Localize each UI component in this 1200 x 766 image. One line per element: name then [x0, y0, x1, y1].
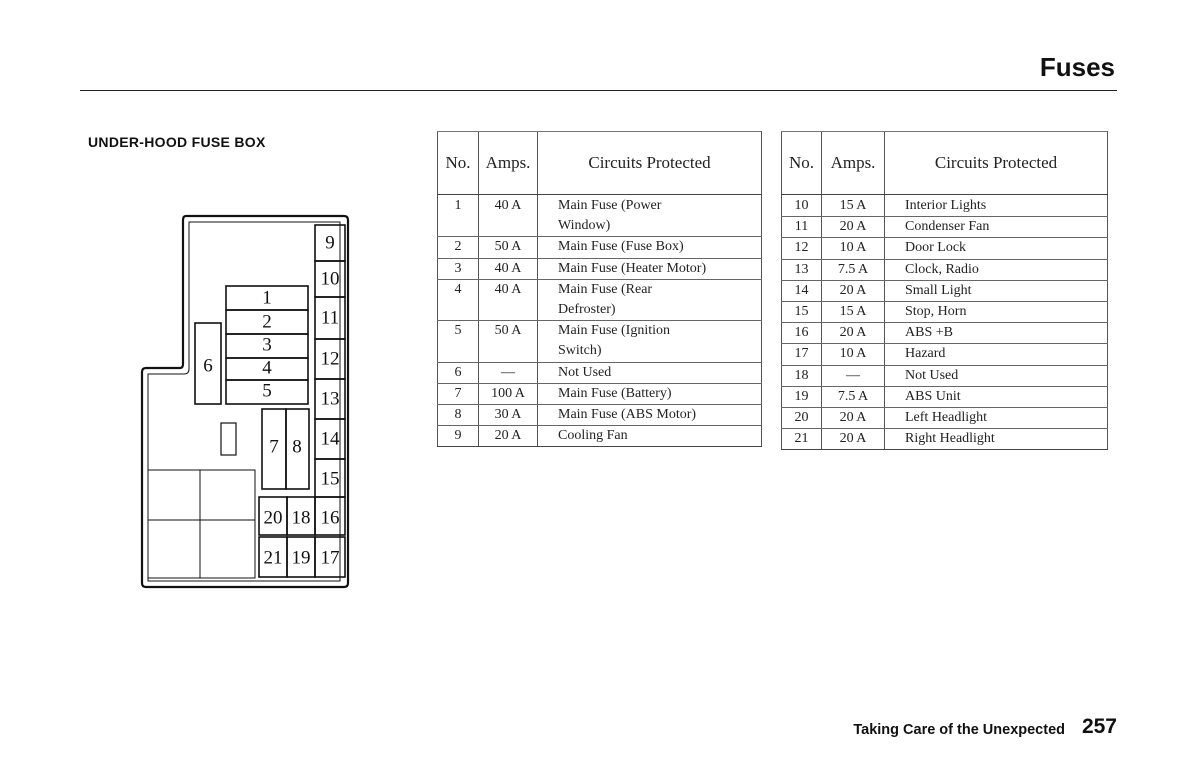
table-row — [438, 426, 762, 447]
cell-amps — [479, 216, 538, 237]
cell-no: 12 — [782, 238, 822, 259]
fuse-label-6: 6 — [203, 355, 213, 377]
fuse-label-9: 9 — [325, 232, 335, 254]
table-row — [782, 344, 1108, 365]
cell-circuit: Main Fuse (ABS Motor) — [538, 404, 762, 425]
footer-section-title: Taking Care of the Unexpected — [853, 722, 1065, 738]
cell-amps: 10 A — [822, 344, 885, 365]
header-amps: Amps. — [822, 132, 885, 195]
table-row — [782, 429, 1108, 450]
table-row — [782, 238, 1108, 259]
cell-circuit: Main Fuse (Fuse Box) — [538, 237, 762, 258]
table-row — [438, 362, 762, 383]
fuse-table-right — [781, 131, 1108, 450]
table-row — [782, 301, 1108, 322]
cell-no: 8 — [438, 404, 479, 425]
page-title: Fuses — [1039, 52, 1115, 82]
fuse-label-13: 13 — [320, 388, 340, 410]
title-divider — [80, 90, 1117, 91]
cell-circuit: ABS Unit — [885, 386, 1108, 407]
cell-no — [438, 300, 479, 321]
cell-circuit: ABS +B — [885, 323, 1108, 344]
cell-no: 11 — [782, 217, 822, 238]
table-body — [438, 195, 762, 447]
cell-no: 3 — [438, 258, 479, 279]
cell-circuit: Hazard — [885, 344, 1108, 365]
table-row — [438, 404, 762, 425]
cell-circuit: Not Used — [885, 365, 1108, 386]
cell-circuit: Main Fuse (Rear — [538, 279, 762, 300]
fuse-box-outline — [142, 216, 348, 587]
fuse-box-diagram — [140, 200, 380, 600]
cell-no — [438, 341, 479, 362]
fuse-label-14: 14 — [320, 428, 340, 450]
fuse-label-18: 18 — [291, 507, 311, 529]
cell-amps: 40 A — [479, 258, 538, 279]
cell-no: 10 — [782, 195, 822, 217]
cell-circuit: Defroster) — [538, 300, 762, 321]
table-row — [782, 386, 1108, 407]
table-row — [438, 216, 762, 237]
cell-circuit: Main Fuse (Power — [538, 195, 762, 217]
cell-amps: 30 A — [479, 404, 538, 425]
cell-circuit: Main Fuse (Battery) — [538, 383, 762, 404]
cell-amps: 20 A — [822, 217, 885, 238]
table-row — [782, 323, 1108, 344]
table-row — [782, 407, 1108, 428]
cell-no: 13 — [782, 259, 822, 280]
cell-amps: 100 A — [479, 383, 538, 404]
cell-no: 9 — [438, 426, 479, 447]
cell-circuit: Right Headlight — [885, 429, 1108, 450]
table-row — [782, 217, 1108, 238]
section-heading: UNDER-HOOD FUSE BOX — [88, 134, 266, 150]
cell-no: 7 — [438, 383, 479, 404]
fuse-label-15: 15 — [320, 468, 340, 490]
cell-amps: 40 A — [479, 279, 538, 300]
cell-no: 4 — [438, 279, 479, 300]
cell-no: 14 — [782, 280, 822, 301]
cell-circuit: Stop, Horn — [885, 301, 1108, 322]
fuse-label-10: 10 — [320, 268, 340, 290]
fuse-label-4: 4 — [262, 357, 272, 379]
fuse-label-2: 2 — [262, 311, 272, 333]
cell-amps: 40 A — [479, 195, 538, 217]
table-row — [782, 365, 1108, 386]
cell-circuit: Interior Lights — [885, 195, 1108, 217]
fuse-label-1: 1 — [262, 287, 272, 309]
fuse-label-3: 3 — [262, 334, 272, 356]
cell-no: 5 — [438, 321, 479, 342]
fuse-label-11: 11 — [320, 307, 340, 329]
header-circuits: Circuits Protected — [885, 132, 1108, 195]
header-circuits: Circuits Protected — [538, 132, 762, 195]
cell-circuit: Clock, Radio — [885, 259, 1108, 280]
cell-no: 1 — [438, 195, 479, 217]
cell-no: 17 — [782, 344, 822, 365]
table-row — [438, 341, 762, 362]
table-row — [438, 258, 762, 279]
page-number: 257 — [1081, 715, 1117, 738]
relay-block — [148, 470, 255, 578]
small-relay — [221, 423, 236, 455]
table-row — [438, 237, 762, 258]
cell-amps: — — [479, 362, 538, 383]
cell-no: 20 — [782, 407, 822, 428]
cell-amps: 50 A — [479, 237, 538, 258]
cell-no: 19 — [782, 386, 822, 407]
table-body — [782, 195, 1108, 450]
cell-circuit: Door Lock — [885, 238, 1108, 259]
header-amps: Amps. — [479, 132, 538, 195]
fuse-label-17: 17 — [320, 547, 340, 569]
fuse-label-5: 5 — [262, 380, 272, 402]
cell-circuit: Window) — [538, 216, 762, 237]
cell-amps: 7.5 A — [822, 386, 885, 407]
fuse-label-19: 19 — [291, 547, 311, 569]
cell-circuit: Condenser Fan — [885, 217, 1108, 238]
cell-amps: 20 A — [479, 426, 538, 447]
fuse-label-20: 20 — [263, 507, 283, 529]
table-row — [438, 195, 762, 217]
table-header-row — [438, 132, 762, 195]
cell-amps: 20 A — [822, 429, 885, 450]
cell-circuit: Main Fuse (Heater Motor) — [538, 258, 762, 279]
cell-circuit: Switch) — [538, 341, 762, 362]
cell-amps — [479, 341, 538, 362]
fuse-label-21: 21 — [263, 547, 283, 569]
header-no: No. — [438, 132, 479, 195]
cell-amps: — — [822, 365, 885, 386]
fuse-label-7: 7 — [269, 436, 279, 458]
cell-amps: 10 A — [822, 238, 885, 259]
fuse-label-8: 8 — [292, 436, 302, 458]
table-row — [438, 383, 762, 404]
table-row — [438, 300, 762, 321]
header-no: No. — [782, 132, 822, 195]
table-row — [782, 259, 1108, 280]
cell-amps — [479, 300, 538, 321]
cell-circuit: Small Light — [885, 280, 1108, 301]
cell-circuit: Not Used — [538, 362, 762, 383]
cell-amps: 20 A — [822, 280, 885, 301]
table-row — [438, 321, 762, 342]
table-row — [782, 280, 1108, 301]
cell-no: 18 — [782, 365, 822, 386]
cell-circuit: Left Headlight — [885, 407, 1108, 428]
fuse-label-12: 12 — [320, 348, 340, 370]
table-header-row — [782, 132, 1108, 195]
cell-amps: 15 A — [822, 301, 885, 322]
cell-amps: 50 A — [479, 321, 538, 342]
cell-no: 2 — [438, 237, 479, 258]
cell-circuit: Main Fuse (Ignition — [538, 321, 762, 342]
cell-amps: 7.5 A — [822, 259, 885, 280]
fuse-label-16: 16 — [320, 507, 340, 529]
cell-no: 15 — [782, 301, 822, 322]
cell-no — [438, 216, 479, 237]
cell-no: 6 — [438, 362, 479, 383]
cell-no: 16 — [782, 323, 822, 344]
cell-amps: 20 A — [822, 407, 885, 428]
cell-circuit: Cooling Fan — [538, 426, 762, 447]
cell-amps: 20 A — [822, 323, 885, 344]
cell-no: 21 — [782, 429, 822, 450]
table-row — [438, 279, 762, 300]
fuse-table-left — [437, 131, 762, 447]
table-row — [782, 195, 1108, 217]
cell-amps: 15 A — [822, 195, 885, 217]
